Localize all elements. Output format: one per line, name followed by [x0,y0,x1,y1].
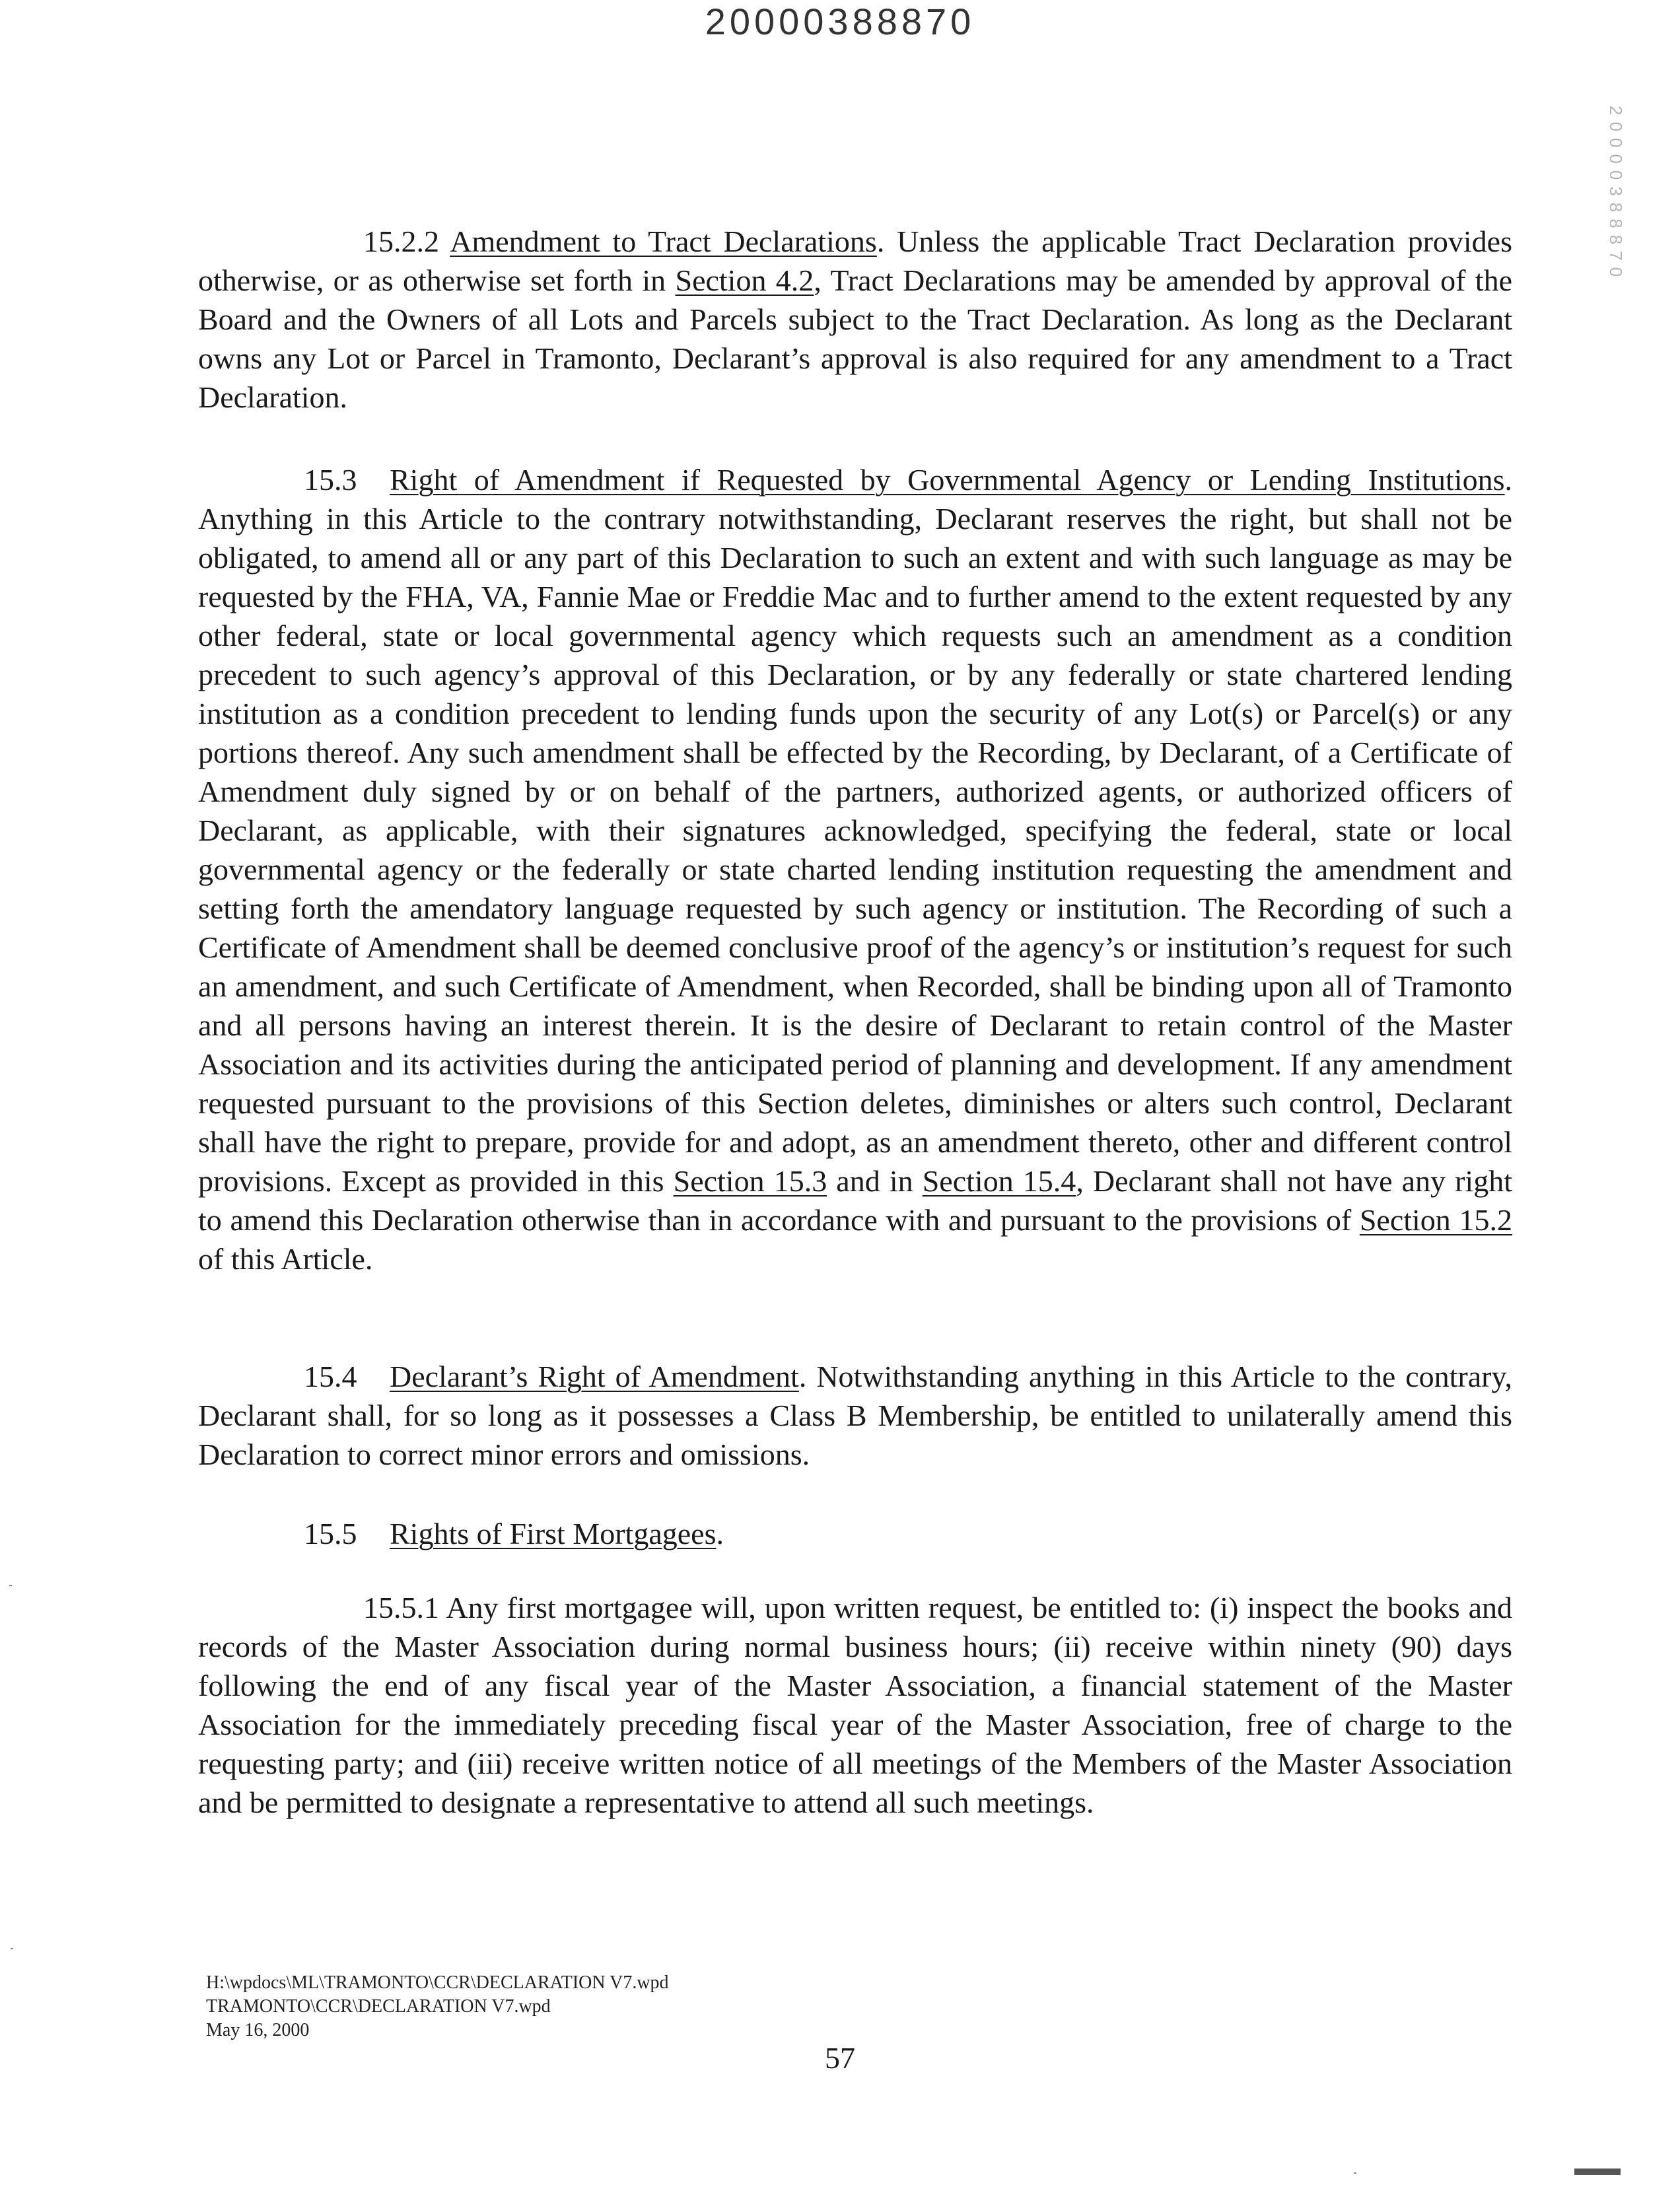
section-number: 15.4 [304,1360,357,1393]
section-title: Right of Amendment if Requested by Governmental Agency or Lending Institutions [390,463,1505,497]
page-number: 57 [825,2041,855,2075]
section-text: of this Article. [198,1242,373,1276]
section-text: and in [827,1164,923,1198]
cross-reference: Section 15.4 [922,1164,1076,1198]
footer-date: May 16, 2000 [206,2020,310,2040]
section-text: . Unless the applicable Tract Declaration provides otherwise, or as otherwise set forth in [198,225,1512,297]
scan-speck [11,1948,13,1949]
section-15-3 [198,460,1512,1278]
section-text: , Tract Declarations may be amended by approval of the Board and the Owners of all Lots and Parcels subject to the Tract Declaration. As long as the Declarant owns any Lot or Parcel in Tramonto, Declarant’s approval is also required for any amendment to a Tract Declaration. [198,263,1512,414]
footer-path-1: H:\wpdocs\ML\TRAMONTO\CCR\DECLARATION V7.wpd [206,1972,669,1993]
section-15-5 [198,1514,1512,1553]
margin-stamp [1597,106,1631,324]
section-title: Declarant’s Right of Amendment [390,1360,799,1393]
footer [206,1971,669,2042]
scan-speck [1354,2172,1356,2174]
scan-speck [9,1585,12,1586]
section-text: . Notwithstanding anything in this Article to the contrary, Declarant shall, for so long as it possesses a Class B Membership, be entitled to unilaterally amend this Declaration to correct minor errors and omissions. [198,1360,1512,1471]
section-title: Rights of First Mortgagees [390,1517,717,1550]
section-number: 15.5.1 [363,1591,439,1624]
section-text: . Anything in this Article to the contrary notwithstanding, Declarant reserves the right, but shall not be obligated, to amend all or any part of this Declaration to such an extent and with such language as may be requested by the FHA, VA, Fannie Mae or Freddie Mac and to further amend to the extent requested by any other federal, state or local governmental agency which requests such an amendment as a condition precedent to such agency’s approval of this Declaration, or by any federally or state chartered lending institution as a condition precedent to lending funds upon the security of any Lot(s) or Parcel(s) or any portions thereof. Any such amendment shall be effected by the Recording, by Declarant, of a Certificate of Amendment duly signed by or on behalf of the partners, authorized agents, or authorized officers of Declarant, as applicable, with their signatures acknowledged, specifying the federal, state or local governmental agency or the federally or state charted lending institution requesting the amendment and setting forth the amendatory language requested by such agency or institution. The Recording of such a Certificate of Amendment shall be deemed conclusive proof of the agency’s or institution’s request for such an amendment, and such Certificate of Amendment, when Recorded, shall be binding upon all of Tramonto and all persons having an interest therein. It is the desire of Declarant to retain control of the Master Association and its activities during the anticipated period of planning and development. If any amendment requested pursuant to the provisions of this Section deletes, diminishes or alters such control, Declarant shall have the right to prepare, provide for and adopt, as an amendment thereto, other and different control provisions. Except as provided in this [198,463,1512,1198]
footer-path-2: TRAMONTO\CCR\DECLARATION V7.wpd [206,1996,551,2017]
section-title: Amendment to Tract Declarations [450,225,877,258]
section-15-4 [198,1357,1512,1474]
section-title-end: . [716,1517,724,1550]
section-15-2-2 [198,222,1512,417]
section-number: 15.2.2 [363,225,439,258]
scan-corner-mark [1574,2169,1621,2175]
document-number: 20000388870 [705,1,975,42]
cross-reference: Section 4.2 [675,263,814,297]
section-number: 15.5 [304,1517,357,1550]
cross-reference: Section 15.3 [673,1164,827,1198]
cross-reference: Section 15.2 [1359,1203,1512,1237]
margin-stamp-text: 20000388870 [1606,106,1626,284]
section-number: 15.3 [304,463,357,497]
section-text: Any first mortgagee will, upon written request, be entitled to: (i) inspect the books and records of the Master Association during normal business hours; (ii) receive within ninety (90) days following the end of any fiscal year of the Master Association, a financial statement of the Master Association for the immediately preceding fiscal year of the Master Association, free of charge to the requesting party; and (iii) receive written notice of all meetings of the Members of the Master Association and be permitted to designate a representative to attend all such meetings. [198,1591,1512,1819]
section-text: , Declarant shall not have any right to amend this Declaration otherwise than in accordance with and pursuant to the provisions of [198,1164,1512,1237]
section-15-5-1 [198,1588,1512,1822]
